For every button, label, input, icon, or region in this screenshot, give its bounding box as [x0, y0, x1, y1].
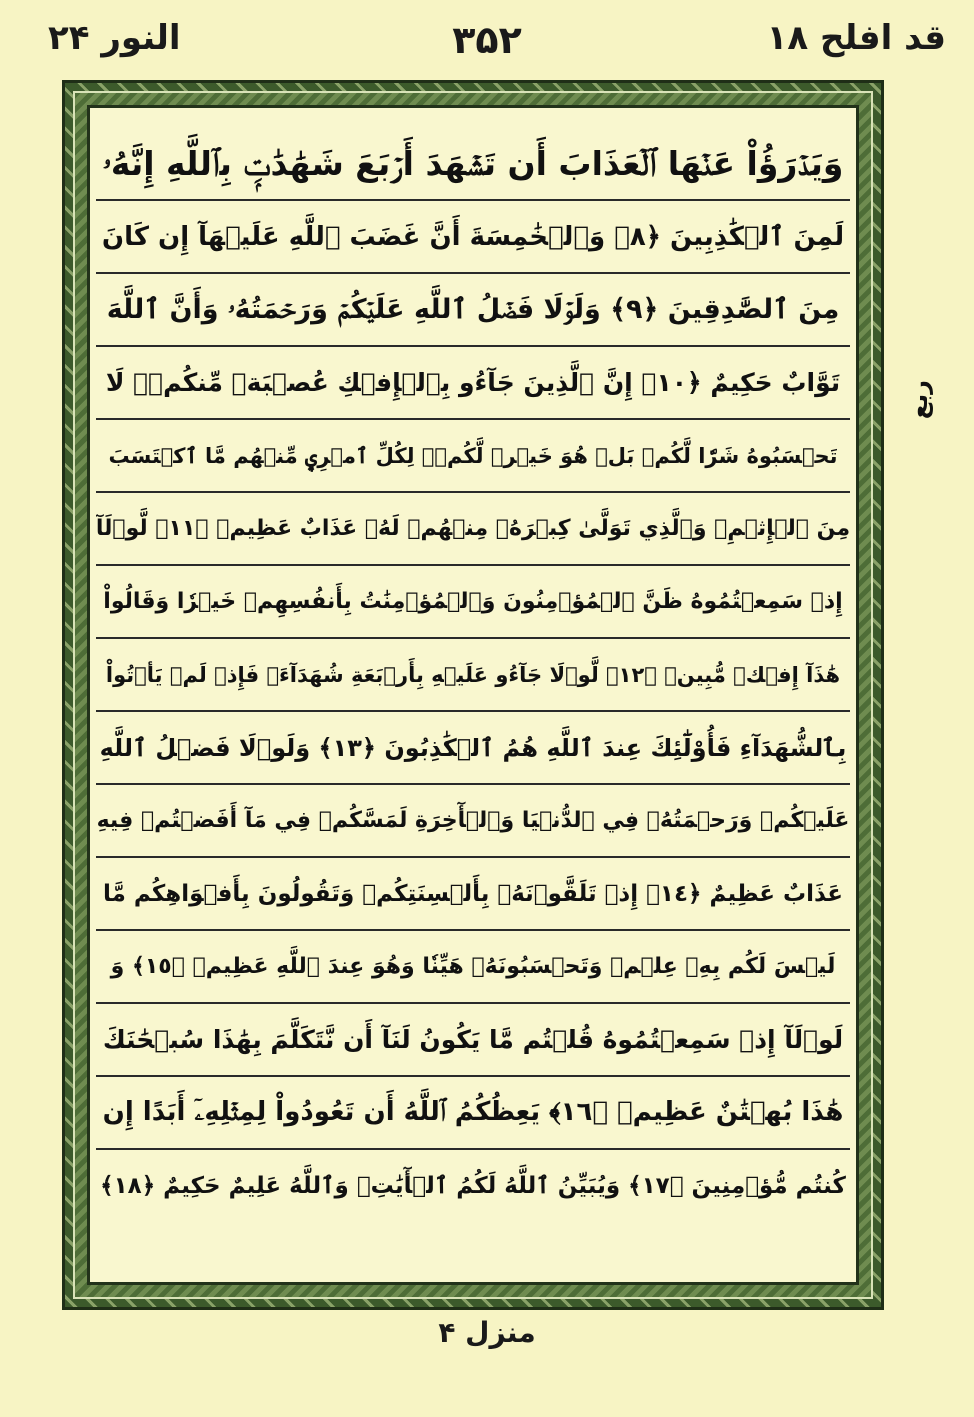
- verse-line: تَحۡسَبُوهُ شَرّٗا لَّكُمۖ بَلۡ هُوَ خَيۡرٞ لَّكُمۡۚ لِكُلِّ ٱمۡرِيٕٖ مِّنۡهُم مَّا ٱكۡتَسَبَ: [96, 420, 850, 493]
- verse-line: هَٰذَآ إِفۡكٞ مُّبِينٞ ﴿١٢﴾ لَّوۡلَا جَآءُو عَلَيۡهِ بِأَرۡبَعَةِ شُهَدَآءَۚ فَإِذۡ لَمۡ يَأۡتُواْ: [96, 639, 850, 712]
- page-header: [0, 0, 974, 80]
- page-number: ۳۵۲: [452, 18, 522, 62]
- verse-line: عَلَيۡكُمۡ وَرَحۡمَتُهُۥ فِي ٱلدُّنۡيَا وَٱلۡأٓخِرَةِ لَمَسَّكُمۡ فِي مَآ أَفَضۡتُمۡ فِيهِ: [96, 785, 850, 858]
- border-pattern: [73, 91, 873, 1299]
- juz-title: قد افلح ۱۸: [766, 18, 946, 58]
- verse-lines: [96, 108, 850, 1282]
- verse-line: مِنَ ٱلۡإِثۡمِۚ وَٱلَّذِي تَوَلَّىٰ كِبۡرَهُۥ مِنۡهُمۡ لَهُۥ عَذَابٌ عَظِيمٞ ﴿١١﴾ لَّوۡلَآ: [96, 493, 850, 566]
- verse-line: كُنتُم مُّؤۡمِنِينَ ﴿١٧﴾ وَيُبَيِّنُ ٱللَّهُ لَكُمُ ٱلۡأٓيَٰتِۚ وَٱللَّهُ عَلِيمٌ حَكِيمٌ ﴿١٨﴾: [100, 1172, 846, 1199]
- verse-line: مِنَ ٱلصَّٰدِقِينَ ﴿٩﴾ وَلَوۡلَا فَضۡلُ ٱللَّهِ عَلَيۡكُمۡ وَرَحۡمَتُهُۥ وَأَنَّ ٱللَّهَ: [96, 274, 850, 347]
- ruku-marker: ربع: [905, 380, 933, 420]
- verse-line: تَوَّابٌ حَكِيمٌ ﴿١٠﴾ إِنَّ ٱلَّذِينَ جَآءُو بِٱلۡإِفۡكِ عُصۡبَةٞ مِّنكُمۡۚ لَا: [96, 347, 850, 420]
- text-panel: [87, 105, 859, 1285]
- verse-line: لَيۡسَ لَكُم بِهِۦ عِلۡمٞ وَتَحۡسَبُونَهُۥ هَيِّنٗا وَهُوَ عِندَ ٱللَّهِ عَظِيمٞ ﴿١٥﴾ وَ: [96, 931, 850, 1004]
- manzil-footer: منزل ۴: [438, 1316, 536, 1349]
- verse-line: بِٱلشُّهَدَآءِ فَأُوْلَٰٓئِكَ عِندَ ٱللَّهِ هُمُ ٱلۡكَٰذِبُونَ ﴿١٣﴾ وَلَوۡلَا فَضۡلُ ٱللَّهِ: [96, 712, 850, 785]
- verse-line: هَٰذَا بُهۡتَٰنٌ عَظِيمٞ ﴿١٦﴾ يَعِظُكُمُ ٱللَّهُ أَن تَعُودُواْ لِمِثۡلِهِۦٓ أَبَدًا إِن: [96, 1077, 850, 1150]
- ornamental-border: [62, 80, 884, 1310]
- verse-line: لَمِنَ ٱلۡكَٰذِبِينَ ﴿٨﴾ وَٱلۡخَٰمِسَةَ أَنَّ غَضَبَ ٱللَّهِ عَلَيۡهَآ إِن كَانَ: [96, 201, 850, 274]
- surah-title: النور ۲۴: [48, 18, 181, 58]
- verse-line: لَوۡلَآ إِذۡ سَمِعۡتُمُوهُ قُلۡتُم مَّا يَكُونُ لَنَآ أَن نَّتَكَلَّمَ بِهَٰذَا سُبۡحَٰنَكَ: [96, 1004, 850, 1077]
- verse-line: عَذَابٌ عَظِيمٌ ﴿١٤﴾ إِذۡ تَلَقَّوۡنَهُۥ بِأَلۡسِنَتِكُمۡ وَتَقُولُونَ بِأَفۡوَاهِكُم مَّا: [96, 858, 850, 931]
- verse-line: وَيَدۡرَؤُاْ عَنۡهَا ٱلۡعَذَابَ أَن تَشۡهَدَ أَرۡبَعَ شَهَٰدَٰتِۭ بِٱللَّهِ إِنَّهُۥ: [96, 128, 850, 201]
- verse-line: إِذۡ سَمِعۡتُمُوهُ ظَنَّ ٱلۡمُؤۡمِنُونَ وَٱلۡمُؤۡمِنَٰتُ بِأَنفُسِهِمۡ خَيۡرٗا وَقَالُواْ: [96, 566, 850, 639]
